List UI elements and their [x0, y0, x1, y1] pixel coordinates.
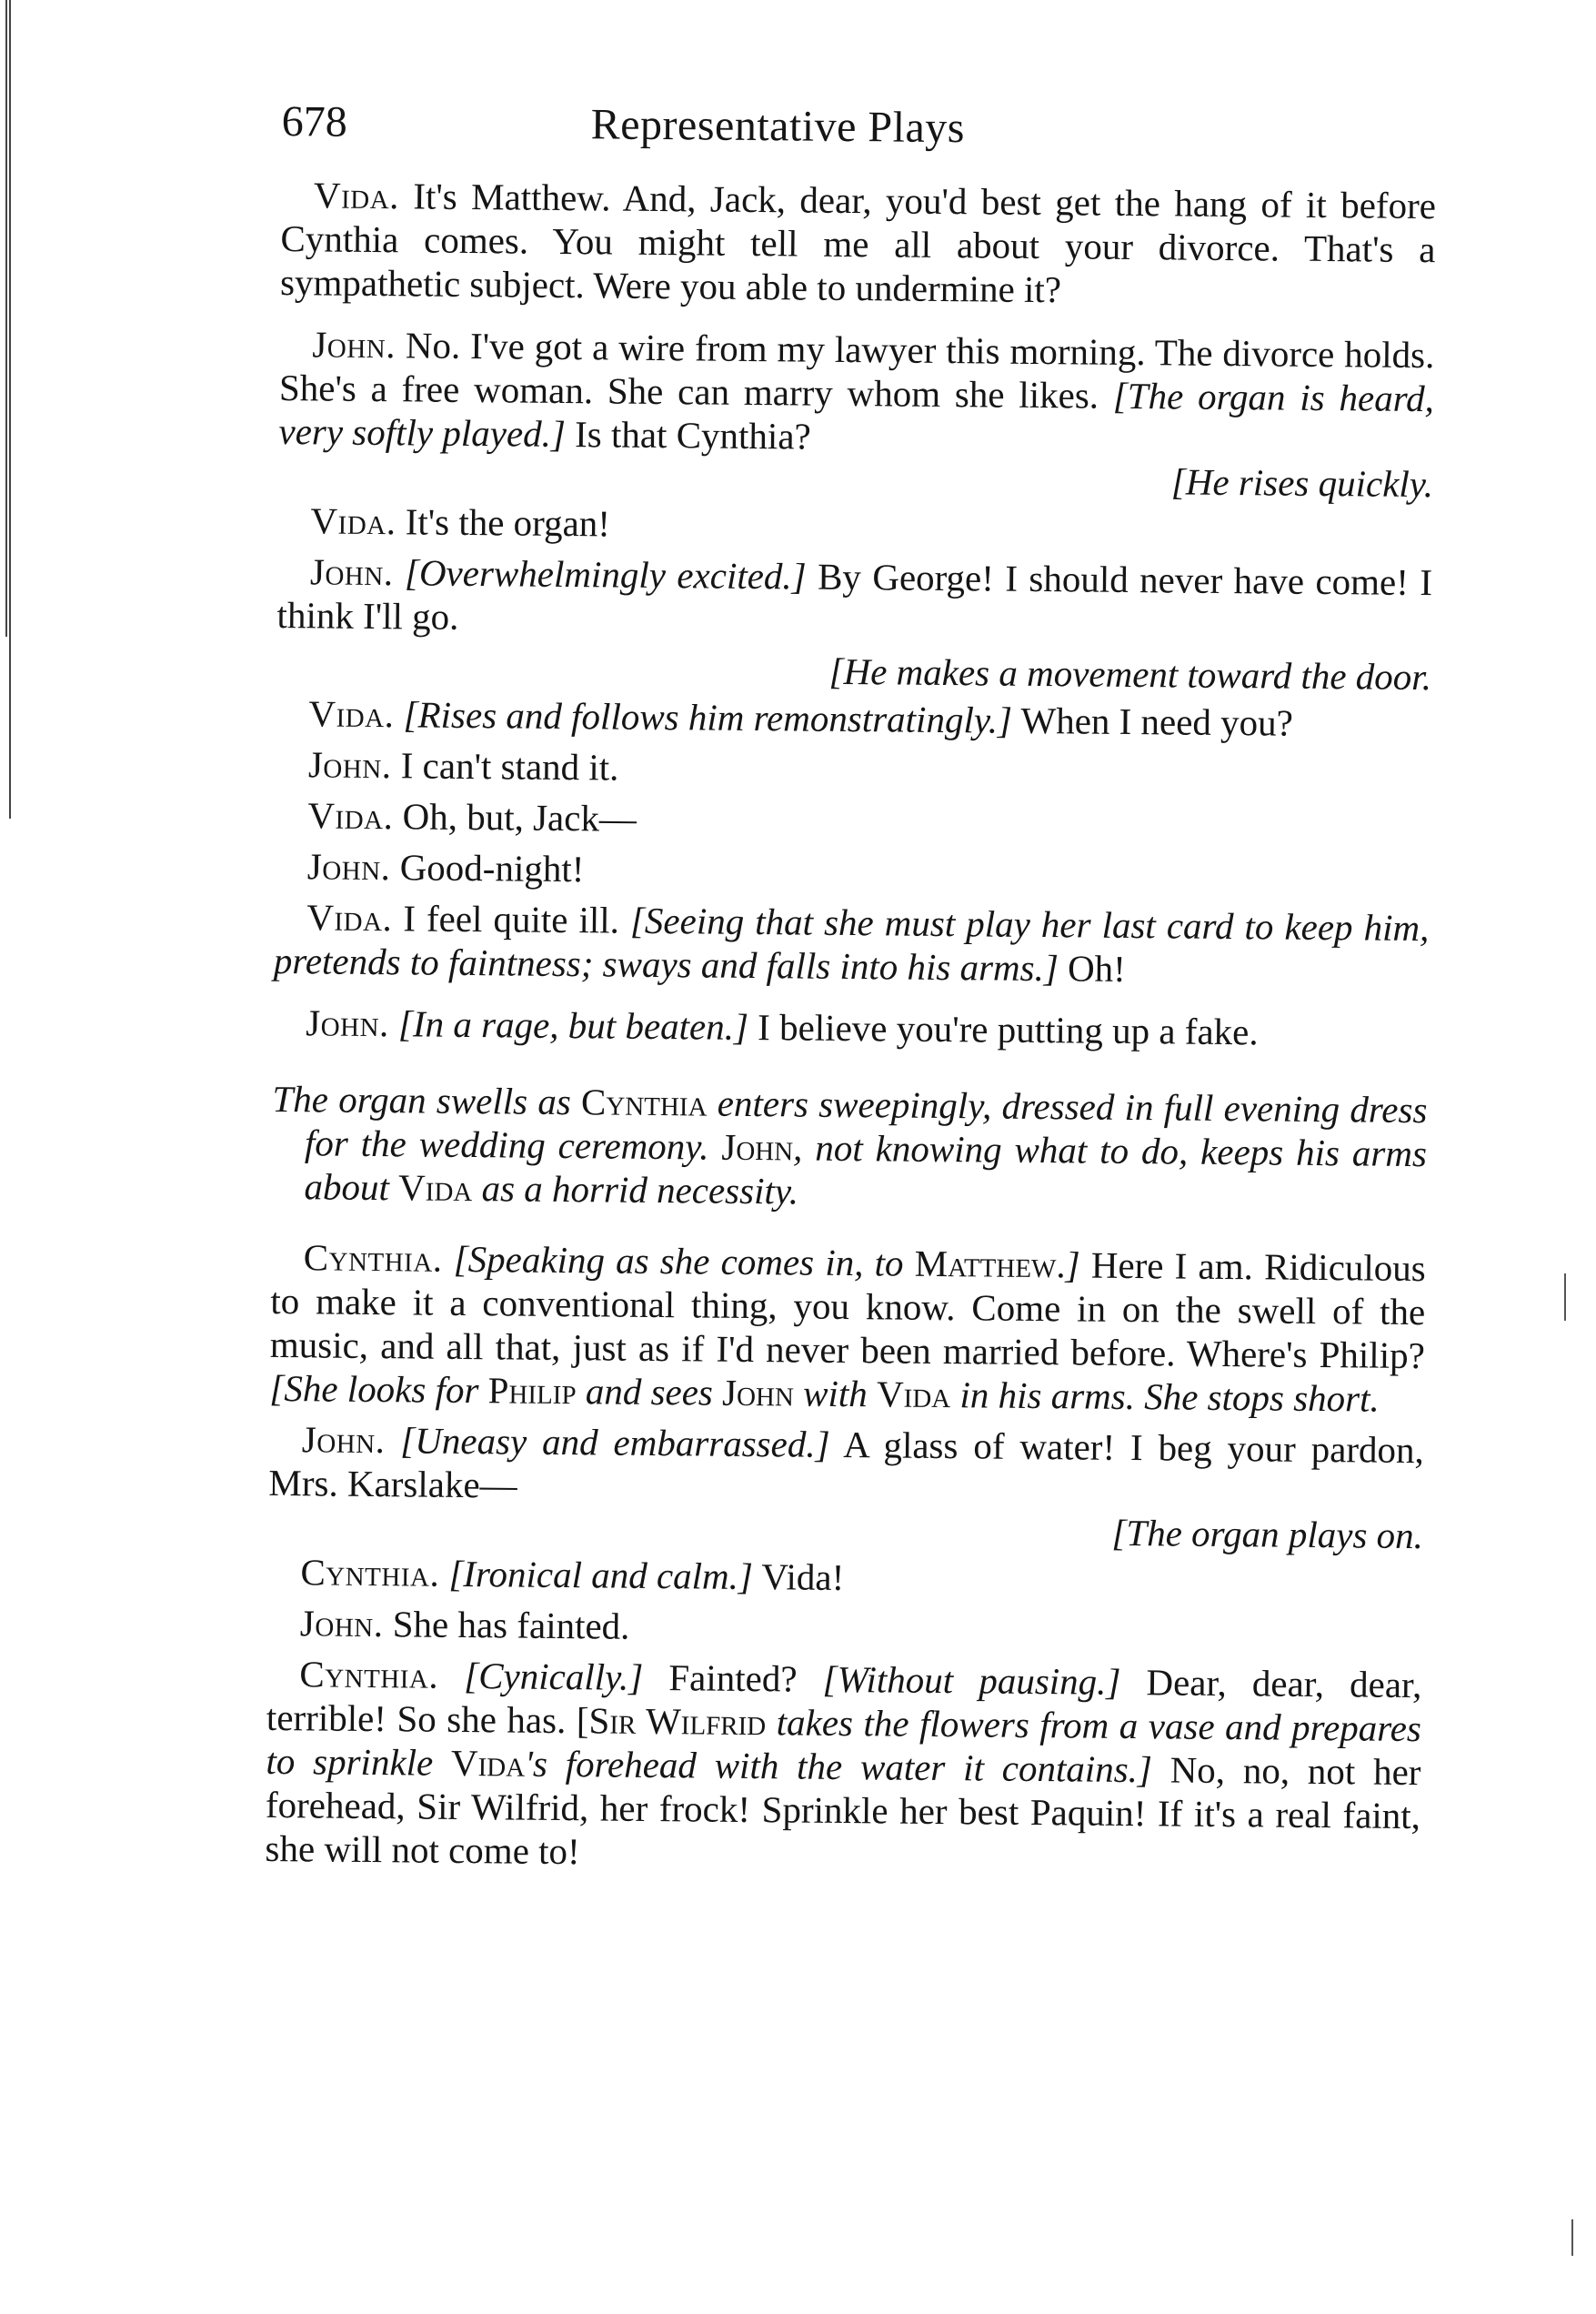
stage-direction-right: [He rises quickly. — [1170, 460, 1434, 506]
speaker-cynthia: Cynthia. — [303, 1236, 443, 1280]
dialogue: Vida! — [761, 1555, 845, 1599]
dialogue: I can't stand it. — [400, 744, 619, 789]
page-number: 678 — [281, 97, 348, 146]
stage-direction: [Overwhelmingly excited.] — [404, 551, 807, 598]
speech-vida-2 — [277, 498, 1432, 553]
stage-direction: takes the flowers from a vase and prepares to sprinkle — [266, 1701, 1422, 1784]
margin-mark — [1564, 1273, 1566, 1321]
dialogue: I believe you're putting up a fake. — [757, 1006, 1259, 1053]
stage-direction: [Seeing that she must play her last card to keep him, pretends to faintness; sways and falls into his arms.] — [273, 899, 1430, 990]
name-vida: Vida — [876, 1373, 951, 1416]
speech-vida-3 — [276, 691, 1430, 746]
dialogue: I feel quite ill. — [403, 897, 620, 941]
speech-john-6 — [268, 1417, 1424, 1515]
speaker-vida: Vida. — [310, 499, 396, 543]
stage-direction: [Rises and follows him remonstratingly.] — [403, 693, 1013, 741]
running-title: Representative Plays — [590, 100, 966, 153]
dialogue: She has fainted. — [392, 1603, 630, 1647]
stage-direction: in his arms. She stops short. — [959, 1373, 1380, 1420]
speech-john-1 — [278, 322, 1434, 464]
stage-text: as a horrid necessity. — [481, 1167, 799, 1212]
margin-mark — [1571, 2219, 1573, 2256]
speech-cynthia-1 — [269, 1235, 1426, 1421]
dialogue: No, no, not her forehead, Sir Wilfrid, her frock! Sprinkle her best Paquin! If it's a real faint, she will not come to! — [265, 1748, 1421, 1873]
name-matthew: Matthew. — [914, 1242, 1066, 1286]
speaker-john: John. — [309, 550, 394, 594]
speech-vida-5 — [274, 895, 1430, 993]
speech-john-4 — [275, 844, 1430, 899]
stage-text: , not knowing what to do, keeps his arms about — [304, 1126, 1428, 1209]
stage-direction: [She looks for — [269, 1366, 479, 1412]
name-sir-wilfrid: Sir Wilfrid — [588, 1699, 767, 1744]
name-cynthia: Cynthia — [580, 1081, 708, 1124]
dialogue: Good-night! — [399, 846, 585, 890]
book-spine-edge — [0, 0, 13, 873]
name-philip: Philip — [487, 1369, 577, 1413]
dialogue: It's the organ! — [405, 500, 611, 545]
stage-direction: [The organ is heard, very softly played.] — [278, 374, 1435, 456]
stage-direction: [Without pausing.] — [822, 1657, 1121, 1703]
speaker-john: John. — [312, 323, 396, 367]
name-vida: Vida — [397, 1166, 473, 1210]
speech-cynthia-2 — [267, 1550, 1422, 1605]
dialogue: Is that Cynthia? — [574, 413, 811, 458]
speaker-john: John. — [299, 1602, 384, 1645]
dialogue: No. I've got a wire from my lawyer this morning. The divorce holds. She's a free woman. She can marry whom she likes. — [278, 324, 1435, 417]
stage-direction-block — [271, 1077, 1427, 1219]
dialogue: Fainted? — [668, 1656, 798, 1700]
speaker-cynthia: Cynthia. — [299, 1653, 439, 1696]
dialogue: Oh, but, Jack— — [402, 795, 637, 840]
stage-direction-right: [He makes a movement toward the door. — [828, 649, 1432, 699]
speech-john-3 — [276, 742, 1430, 797]
speaker-john: John. — [306, 1001, 390, 1045]
speaker-vida: Vida. — [306, 896, 393, 940]
speech-john-7 — [267, 1601, 1422, 1655]
page-header — [281, 97, 1437, 184]
stage-direction: [Uneasy and embarrassed.] — [400, 1419, 830, 1465]
speech-vida-1 — [280, 173, 1436, 315]
speaker-john: John. — [307, 743, 392, 787]
stage-direction: [Cynically.] — [464, 1655, 644, 1698]
speech-cynthia-3 — [265, 1652, 1421, 1881]
stage-direction-right: [The organ plays on. — [1111, 1511, 1424, 1557]
stage-direction: [In a rage, but beaten.] — [397, 1002, 749, 1048]
dialogue: Here I am. Ridiculous to make it a conventional thing, you know. Come in on the swell of the music, and all that, just as if I'd never been married before. Where's Philip? — [269, 1243, 1426, 1377]
dialogue: When I need you? — [1020, 699, 1294, 744]
dialogue: It's Matthew. And, Jack, dear, you'd best get the hang of it before Cynthia comes. You might tell me all about your divorce. That's a sympathetic subject. Were you able to undermine it? — [279, 175, 1437, 311]
dialogue: Dear, dear, dear, terrible! So she has. — [266, 1661, 1422, 1742]
name-vida: Vida — [450, 1741, 526, 1785]
dialogue: A glass of water! I beg your pardon, Mrs. Karslake— — [268, 1423, 1425, 1506]
speaker-vida: Vida. — [307, 794, 394, 838]
speaker-vida: Vida. — [308, 692, 395, 736]
stage-direction: [Speaking as she comes in, to — [453, 1237, 904, 1284]
bracket: [ — [576, 1699, 589, 1742]
speaker-cynthia: Cynthia. — [300, 1551, 440, 1595]
stage-direction: and sees — [585, 1370, 714, 1414]
book-page — [265, 97, 1437, 1888]
name-john: John — [721, 1125, 794, 1169]
dialogue: Oh! — [1067, 947, 1127, 990]
dialogue: By George! I should never have come! I think I'll go. — [276, 555, 1433, 638]
stage-direction: 's forehead with the water it contains.] — [524, 1742, 1153, 1791]
stage-direction: [Ironical and calm.] — [448, 1552, 754, 1598]
speech-john-2 — [276, 549, 1432, 648]
speaker-john: John. — [306, 845, 391, 889]
name-john: John — [721, 1371, 795, 1414]
stage-direction: ] — [1065, 1243, 1080, 1286]
stage-text: enters sweepingly, dressed in full evening dress for the wedding ceremony. — [304, 1082, 1428, 1168]
stage-text: The organ swells as — [272, 1077, 572, 1123]
speaker-john: John. — [301, 1418, 386, 1462]
speech-vida-4 — [275, 793, 1430, 848]
speaker-vida: Vida. — [313, 174, 400, 217]
stage-direction: with — [802, 1372, 868, 1415]
